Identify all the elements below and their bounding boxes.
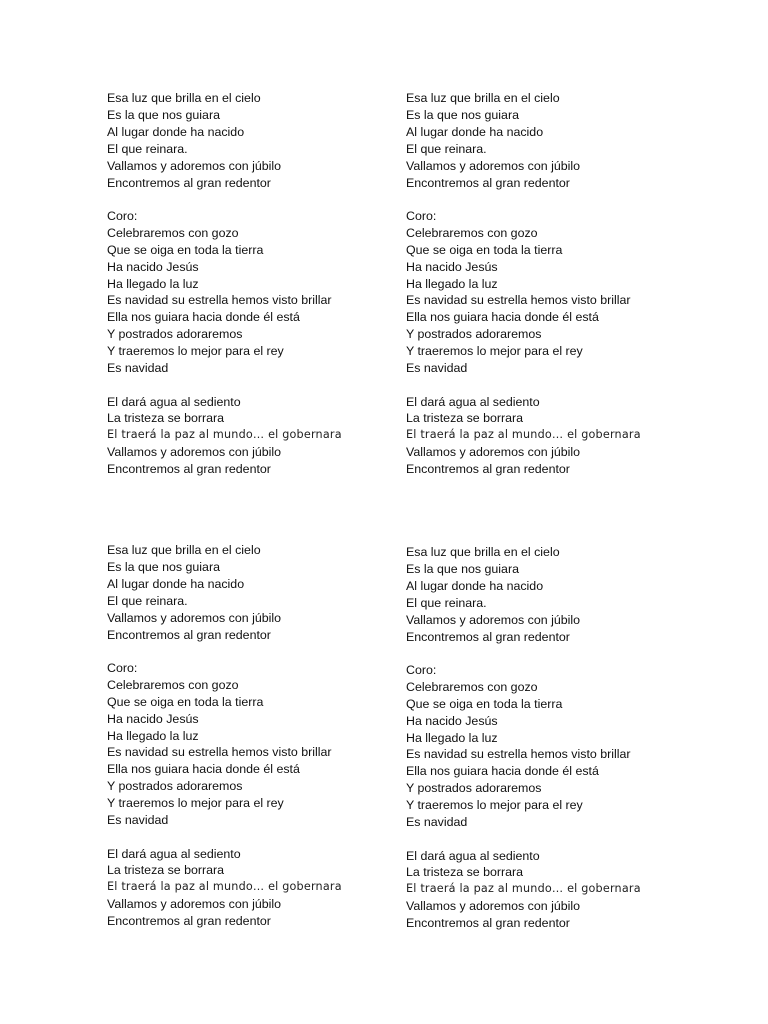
lyric-line: Esa luz que brilla en el cielo	[107, 543, 261, 557]
lyrics-copy-bottom-left	[107, 542, 407, 930]
lyric-line: Vallamos y adoremos con júbilo	[406, 899, 581, 914]
lyric-line: Encontremos al gran redentor	[406, 175, 570, 190]
lyric-line: Es la que nos guiara	[107, 559, 220, 574]
lyric-line: Vallamos y adoremos con júbilo	[406, 612, 581, 627]
lyric-line: La tristeza se borrara	[406, 865, 524, 880]
lyric-line: Encontremos al gran redentor	[406, 629, 570, 644]
lyric-line: El que reinara.	[107, 593, 188, 608]
chorus-heading: Coro:	[406, 662, 437, 677]
lyric-line: Esa luz que brilla en el cielo	[107, 91, 261, 105]
lyric-line: El que reinara.	[406, 141, 487, 156]
lyric-line: Ella nos guiara hacia donde él está	[406, 764, 599, 779]
lyric-line: Al lugar donde ha nacido	[406, 578, 544, 593]
lyric-line: Al lugar donde ha nacido	[107, 576, 245, 591]
lyric-line: Ha nacido Jesús	[406, 713, 498, 728]
lyric-line: Ha nacido Jesús	[107, 259, 199, 274]
chorus-heading: Coro:	[107, 660, 138, 675]
lyric-line: Vallamos y adoremos con júbilo	[107, 897, 282, 912]
lyric-line: Es navidad su estrella hemos visto brillar	[406, 293, 631, 308]
lyric-line: Vallamos y adoremos con júbilo	[107, 158, 282, 173]
lyric-line: La tristeza se borrara	[406, 411, 524, 426]
lyric-line: Y traeremos lo mejor para el rey	[107, 796, 284, 811]
chorus-stanza	[406, 208, 706, 377]
lyric-line: Ella nos guiara hacia donde él está	[107, 762, 300, 777]
lyric-line: La tristeza se borrara	[107, 863, 225, 878]
lyric-line: Vallamos y adoremos con júbilo	[406, 158, 581, 173]
lyric-line: Es navidad su estrella hemos visto brillar	[406, 747, 631, 762]
lyric-line: Y traeremos lo mejor para el rey	[406, 344, 583, 359]
lyric-line: El traerá la paz al mundo… el gobernara	[406, 882, 641, 896]
verse-stanza	[107, 846, 407, 931]
lyric-line: Ha llegado la luz	[107, 728, 199, 743]
lyric-line: El traerá la paz al mundo… el gobernara	[406, 428, 641, 442]
lyric-line: Y traeremos lo mejor para el rey	[107, 344, 284, 359]
lyric-line: Celebraremos con gozo	[406, 225, 538, 240]
lyric-line: Vallamos y adoremos con júbilo	[107, 445, 282, 460]
lyric-line: Que se oiga en toda la tierra	[406, 696, 563, 711]
lyric-line: Al lugar donde ha nacido	[406, 124, 544, 139]
lyric-line: El dará agua al sediento	[406, 394, 540, 409]
lyric-line: Y postrados adoraremos	[107, 779, 243, 794]
chorus-heading: Coro:	[406, 208, 437, 223]
lyric-line: Encontremos al gran redentor	[107, 627, 271, 642]
lyric-line: Ha nacido Jesús	[107, 711, 199, 726]
lyric-line: Y postrados adoraremos	[107, 327, 243, 342]
lyric-line: Celebraremos con gozo	[406, 679, 538, 694]
lyric-line: Es la que nos guiara	[107, 107, 220, 122]
lyric-line: Es navidad	[107, 813, 169, 828]
lyric-line: Es navidad	[406, 361, 468, 376]
lyric-line: La tristeza se borrara	[107, 411, 225, 426]
lyric-line: Que se oiga en toda la tierra	[406, 242, 563, 257]
lyric-line: El dará agua al sediento	[406, 848, 540, 863]
lyric-line: Celebraremos con gozo	[107, 225, 239, 240]
verse-stanza	[406, 848, 706, 933]
chorus-stanza	[107, 660, 407, 829]
lyric-line: Es la que nos guiara	[406, 107, 519, 122]
lyric-line: Encontremos al gran redentor	[406, 462, 570, 477]
verse-stanza	[107, 542, 407, 643]
lyric-line: Esa luz que brilla en el cielo	[406, 91, 560, 105]
lyric-line: Y postrados adoraremos	[406, 327, 542, 342]
lyric-line: Es navidad	[406, 815, 468, 830]
lyrics-copy-bottom-right	[406, 544, 706, 932]
lyric-line: El que reinara.	[406, 595, 487, 610]
lyric-line: Es navidad	[107, 361, 169, 376]
lyric-line: El traerá la paz al mundo… el gobernara	[107, 880, 342, 894]
chorus-heading: Coro:	[107, 208, 138, 223]
lyric-line: Ha nacido Jesús	[406, 259, 498, 274]
lyric-line: Que se oiga en toda la tierra	[107, 694, 264, 709]
lyric-line: Ha llegado la luz	[406, 730, 498, 745]
lyric-line: Ella nos guiara hacia donde él está	[107, 310, 300, 325]
verse-stanza	[406, 90, 706, 191]
verse-stanza	[406, 544, 706, 645]
verse-stanza	[107, 90, 407, 191]
lyric-line: El traerá la paz al mundo… el gobernara	[107, 428, 342, 442]
lyric-line: Y traeremos lo mejor para el rey	[406, 798, 583, 813]
chorus-stanza	[406, 662, 706, 831]
lyric-line: Vallamos y adoremos con júbilo	[406, 445, 581, 460]
lyric-line: Encontremos al gran redentor	[107, 175, 271, 190]
lyrics-copy-top-right	[406, 90, 706, 478]
lyric-line: Ha llegado la luz	[406, 276, 498, 291]
lyric-line: El que reinara.	[107, 141, 188, 156]
lyric-line: Que se oiga en toda la tierra	[107, 242, 264, 257]
lyric-line: Ha llegado la luz	[107, 276, 199, 291]
lyric-line: El dará agua al sediento	[107, 846, 241, 861]
lyric-line: Encontremos al gran redentor	[107, 462, 271, 477]
lyric-line: Es navidad su estrella hemos visto brillar	[107, 293, 332, 308]
lyric-line: Esa luz que brilla en el cielo	[406, 545, 560, 559]
lyric-line: Al lugar donde ha nacido	[107, 124, 245, 139]
verse-stanza	[107, 394, 407, 479]
verse-stanza	[406, 394, 706, 479]
lyric-line: Celebraremos con gozo	[107, 677, 239, 692]
lyric-line: Vallamos y adoremos con júbilo	[107, 610, 282, 625]
lyric-line: El dará agua al sediento	[107, 394, 241, 409]
lyrics-copy-top-left	[107, 90, 407, 478]
lyric-line: Encontremos al gran redentor	[406, 916, 570, 931]
lyric-line: Es navidad su estrella hemos visto brillar	[107, 745, 332, 760]
lyric-line: Y postrados adoraremos	[406, 781, 542, 796]
lyric-line: Ella nos guiara hacia donde él está	[406, 310, 599, 325]
chorus-stanza	[107, 208, 407, 377]
lyric-line: Encontremos al gran redentor	[107, 914, 271, 929]
lyric-line: Es la que nos guiara	[406, 561, 519, 576]
